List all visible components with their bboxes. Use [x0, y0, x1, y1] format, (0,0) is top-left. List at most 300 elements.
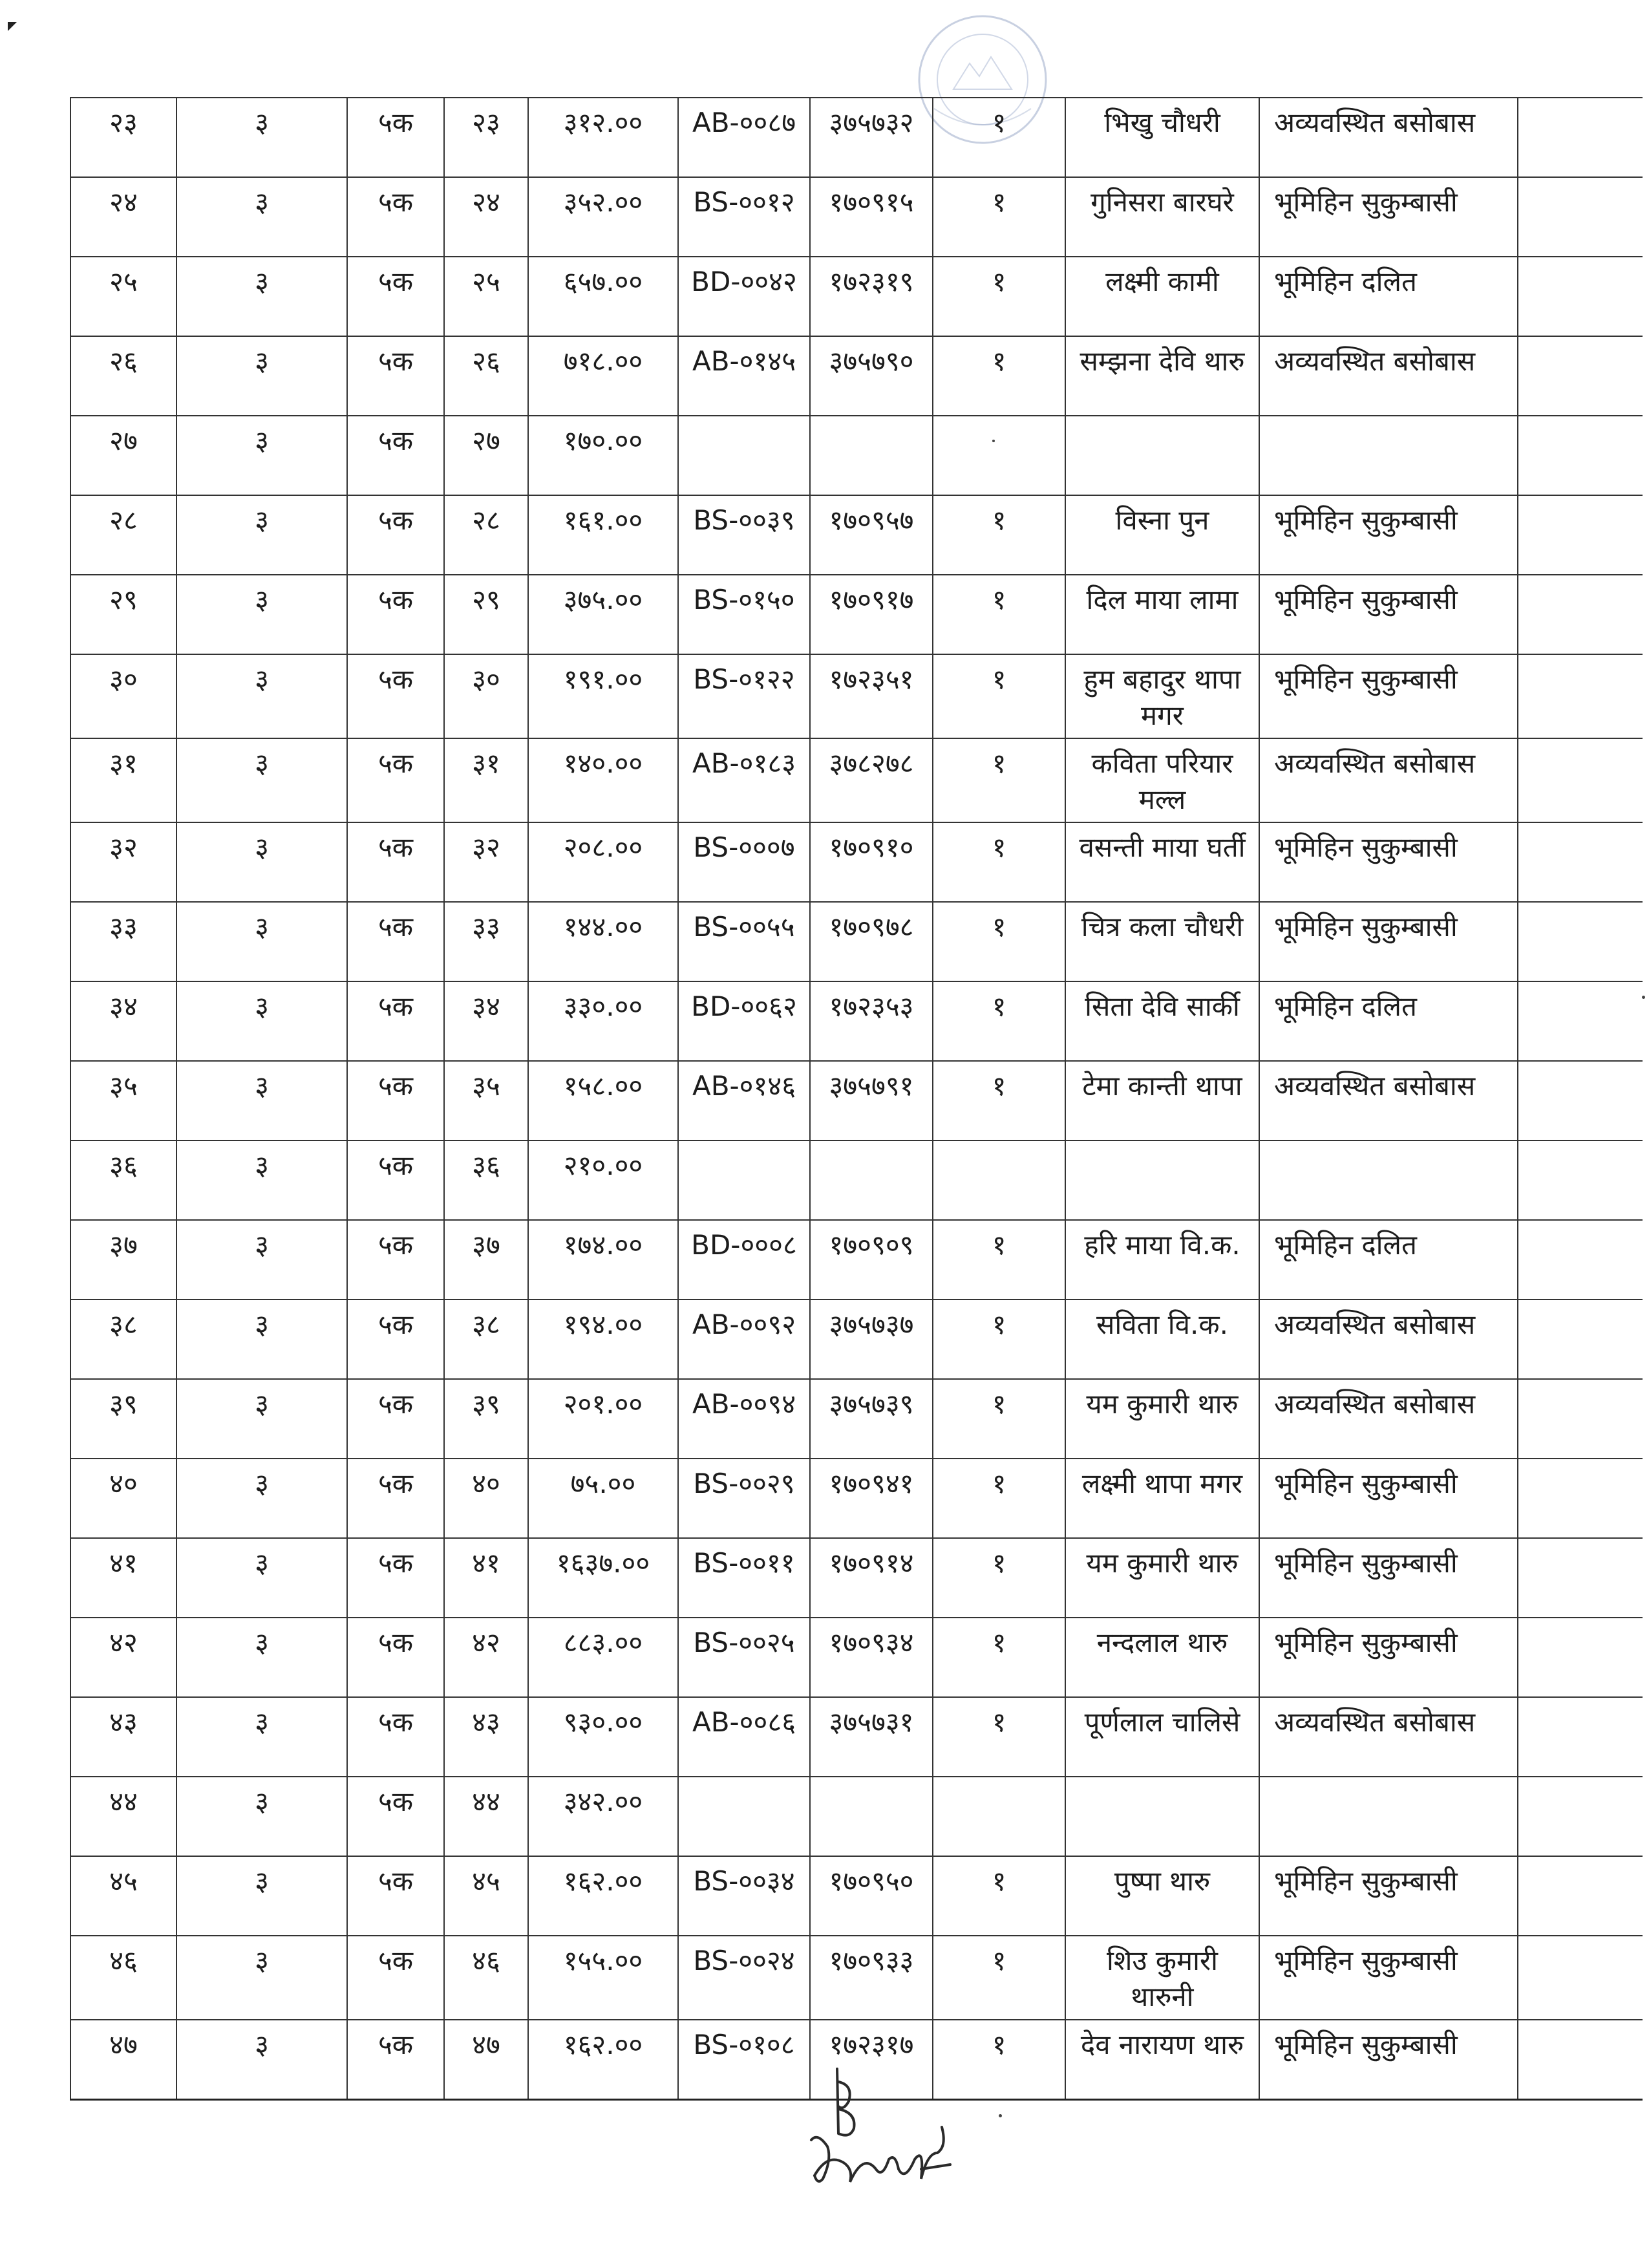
code-cell: BS-००५५: [678, 902, 810, 981]
plot-number-cell: ४०: [444, 1459, 528, 1538]
id-number-cell: [810, 416, 933, 495]
code-cell: [678, 1140, 810, 1220]
id-number-cell: ३७८२७८: [810, 738, 933, 822]
count-cell: [933, 1140, 1065, 1220]
ward-cell: ३: [176, 738, 347, 822]
ward-cell: ३: [176, 98, 347, 177]
count-cell: १: [933, 1618, 1065, 1697]
blank-cell: [1518, 336, 1643, 416]
category-cell: भूमिहिन सुकुम्बासी: [1259, 2020, 1518, 2100]
id-number-cell: ३७५७३१: [810, 1697, 933, 1777]
ward-cell: ३: [176, 177, 347, 257]
name-cell: सम्झना देवि थारु: [1065, 336, 1259, 416]
id-number-cell: [810, 1777, 933, 1856]
sheet-cell: ५क: [347, 1697, 444, 1777]
blank-cell: [1518, 1697, 1643, 1777]
corner-mark: [8, 22, 17, 31]
table-row: [70, 981, 1643, 1061]
category-cell: अव्यवस्थित बसोबास: [1259, 1379, 1518, 1459]
plot-number-cell: २७: [444, 416, 528, 495]
code-cell: BS-००२५: [678, 1618, 810, 1697]
id-number-cell: १७०९१०: [810, 822, 933, 902]
sheet-cell: ५क: [347, 1777, 444, 1856]
plot-number-cell: ४१: [444, 1538, 528, 1618]
serial-number-cell: ४५: [70, 1856, 176, 1936]
area-cell: १७४.००: [528, 1220, 678, 1300]
area-cell: ९३०.००: [528, 1697, 678, 1777]
plot-number-cell: ४२: [444, 1618, 528, 1697]
name-cell: [1065, 1140, 1259, 1220]
category-cell: अव्यवस्थित बसोबास: [1259, 98, 1518, 177]
area-cell: ३३०.००: [528, 981, 678, 1061]
area-cell: ७५.००: [528, 1459, 678, 1538]
name-cell: टेमा कान्ती थापा: [1065, 1061, 1259, 1140]
scan-speck: [999, 2114, 1002, 2117]
serial-number-cell: २५: [70, 257, 176, 336]
ward-cell: ३: [176, 575, 347, 654]
table-row: [70, 1220, 1643, 1300]
id-number-cell: ३७५७९०: [810, 336, 933, 416]
id-number-cell: १७०९५०: [810, 1856, 933, 1936]
sheet-cell: ५क: [347, 1300, 444, 1379]
code-cell: AB-००८७: [678, 98, 810, 177]
blank-cell: [1518, 495, 1643, 575]
category-cell: भूमिहिन सुकुम्बासी: [1259, 902, 1518, 981]
blank-cell: [1518, 1538, 1643, 1618]
category-cell: भूमिहिन सुकुम्बासी: [1259, 1459, 1518, 1538]
sheet-cell: ५क: [347, 1618, 444, 1697]
count-cell: [933, 416, 1065, 495]
category-cell: अव्यवस्थित बसोबास: [1259, 1697, 1518, 1777]
ward-cell: ३: [176, 1459, 347, 1538]
id-number-cell: १७०९०९: [810, 1220, 933, 1300]
sheet-cell: ५क: [347, 902, 444, 981]
plot-number-cell: २९: [444, 575, 528, 654]
id-number-cell: ३७५७३७: [810, 1300, 933, 1379]
code-cell: BS-००३४: [678, 1856, 810, 1936]
name-cell: भिखु चौधरी: [1065, 98, 1259, 177]
category-cell: भूमिहिन सुकुम्बासी: [1259, 1618, 1518, 1697]
name-cell: यम कुमारी थारु: [1065, 1379, 1259, 1459]
area-cell: २०८.००: [528, 822, 678, 902]
ward-cell: ३: [176, 1538, 347, 1618]
code-cell: BS-०००७: [678, 822, 810, 902]
code-cell: BS-००११: [678, 1538, 810, 1618]
code-cell: BS-०१५०: [678, 575, 810, 654]
sheet-cell: ५क: [347, 336, 444, 416]
area-cell: ३७५.००: [528, 575, 678, 654]
table-row: [70, 1300, 1643, 1379]
name-cell: यम कुमारी थारु: [1065, 1538, 1259, 1618]
blank-cell: [1518, 902, 1643, 981]
serial-number-cell: ३८: [70, 1300, 176, 1379]
area-cell: ७१८.००: [528, 336, 678, 416]
count-cell: १: [933, 257, 1065, 336]
category-cell: अव्यवस्थित बसोबास: [1259, 336, 1518, 416]
blank-cell: [1518, 738, 1643, 822]
category-cell: भूमिहिन सुकुम्बासी: [1259, 1538, 1518, 1618]
area-cell: ३४२.००: [528, 1777, 678, 1856]
table-row: [70, 1618, 1643, 1697]
ward-cell: ३: [176, 1936, 347, 2020]
name-cell: कविता परियार मल्ल: [1065, 738, 1259, 822]
serial-number-cell: ४६: [70, 1936, 176, 2020]
plot-number-cell: ३४: [444, 981, 528, 1061]
area-cell: १९१.००: [528, 654, 678, 738]
ward-cell: ३: [176, 2020, 347, 2100]
table-row: [70, 1061, 1643, 1140]
plot-number-cell: २६: [444, 336, 528, 416]
area-cell: १५८.००: [528, 1061, 678, 1140]
table-row: [70, 575, 1643, 654]
count-cell: [933, 1777, 1065, 1856]
ward-cell: ३: [176, 1777, 347, 1856]
serial-number-cell: ३६: [70, 1140, 176, 1220]
blank-cell: [1518, 822, 1643, 902]
ward-cell: ३: [176, 822, 347, 902]
count-cell: १: [933, 336, 1065, 416]
plot-number-cell: ३७: [444, 1220, 528, 1300]
area-cell: १६२.००: [528, 2020, 678, 2100]
category-cell: भूमिहिन सुकुम्बासी: [1259, 177, 1518, 257]
category-cell: भूमिहिन दलित: [1259, 257, 1518, 336]
sheet-cell: ५क: [347, 1856, 444, 1936]
code-cell: [678, 416, 810, 495]
ward-cell: ३: [176, 1697, 347, 1777]
sheet-cell: ५क: [347, 1140, 444, 1220]
count-cell: १: [933, 177, 1065, 257]
blank-cell: [1518, 1379, 1643, 1459]
table-row: [70, 1140, 1643, 1220]
code-cell: AB-०१४५: [678, 336, 810, 416]
id-number-cell: [810, 1140, 933, 1220]
name-cell: [1065, 1777, 1259, 1856]
serial-number-cell: २८: [70, 495, 176, 575]
id-number-cell: १७२३५१: [810, 654, 933, 738]
ward-cell: ३: [176, 902, 347, 981]
code-cell: BS-००३९: [678, 495, 810, 575]
serial-number-cell: २६: [70, 336, 176, 416]
table-row: [70, 1697, 1643, 1777]
code-cell: [678, 1777, 810, 1856]
blank-cell: [1518, 416, 1643, 495]
ward-cell: ३: [176, 981, 347, 1061]
category-cell: भूमिहिन सुकुम्बासी: [1259, 654, 1518, 738]
code-cell: AB-००९२: [678, 1300, 810, 1379]
area-cell: १७०.००: [528, 416, 678, 495]
id-number-cell: ३७५७३९: [810, 1379, 933, 1459]
category-cell: भूमिहिन सुकुम्बासी: [1259, 575, 1518, 654]
serial-number-cell: ३९: [70, 1379, 176, 1459]
serial-number-cell: ४३: [70, 1697, 176, 1777]
name-cell: नन्दलाल थारु: [1065, 1618, 1259, 1697]
plot-number-cell: ३२: [444, 822, 528, 902]
table-row: [70, 1379, 1643, 1459]
sheet-cell: ५क: [347, 1220, 444, 1300]
table-row: [70, 1777, 1643, 1856]
count-cell: १: [933, 2020, 1065, 2100]
id-number-cell: १७२३१९: [810, 257, 933, 336]
category-cell: भूमिहिन दलित: [1259, 981, 1518, 1061]
area-cell: २०१.००: [528, 1379, 678, 1459]
blank-cell: [1518, 177, 1643, 257]
blank-cell: [1518, 575, 1643, 654]
category-cell: भूमिहिन सुकुम्बासी: [1259, 1936, 1518, 2020]
id-number-cell: ३७५७९१: [810, 1061, 933, 1140]
name-cell: [1065, 416, 1259, 495]
count-cell: १: [933, 1061, 1065, 1140]
serial-number-cell: ३०: [70, 654, 176, 738]
table-body: [70, 98, 1643, 2100]
ward-cell: ३: [176, 1856, 347, 1936]
ward-cell: ३: [176, 654, 347, 738]
sheet-cell: ५क: [347, 1379, 444, 1459]
count-cell: १: [933, 98, 1065, 177]
area-cell: १६१.००: [528, 495, 678, 575]
serial-number-cell: ४२: [70, 1618, 176, 1697]
serial-number-cell: ४७: [70, 2020, 176, 2100]
plot-number-cell: ४३: [444, 1697, 528, 1777]
serial-number-cell: ३४: [70, 981, 176, 1061]
serial-number-cell: ३२: [70, 822, 176, 902]
area-cell: ६५७.००: [528, 257, 678, 336]
handwritten-signature: [792, 2056, 973, 2198]
code-cell: BD-०००८: [678, 1220, 810, 1300]
blank-cell: [1518, 981, 1643, 1061]
blank-cell: [1518, 1220, 1643, 1300]
sheet-cell: ५क: [347, 416, 444, 495]
area-cell: २१०.००: [528, 1140, 678, 1220]
name-cell: शिउ कुमारी थारुनी: [1065, 1936, 1259, 2020]
table-row: [70, 902, 1643, 981]
area-cell: १५५.००: [528, 1936, 678, 2020]
count-cell: १: [933, 654, 1065, 738]
table-row: [70, 654, 1643, 738]
serial-number-cell: ४०: [70, 1459, 176, 1538]
category-cell: भूमिहिन सुकुम्बासी: [1259, 1856, 1518, 1936]
count-cell: १: [933, 1538, 1065, 1618]
serial-number-cell: २९: [70, 575, 176, 654]
table-row: [70, 1936, 1643, 2020]
name-cell: गुनिसरा बारघरे: [1065, 177, 1259, 257]
count-cell: १: [933, 575, 1065, 654]
category-cell: [1259, 1140, 1518, 1220]
code-cell: AB-०१८३: [678, 738, 810, 822]
table-row: [70, 336, 1643, 416]
code-cell: BS-००२९: [678, 1459, 810, 1538]
blank-cell: [1518, 1777, 1643, 1856]
plot-number-cell: २३: [444, 98, 528, 177]
plot-number-cell: २८: [444, 495, 528, 575]
code-cell: BS-००१२: [678, 177, 810, 257]
name-cell: लक्ष्मी थापा मगर: [1065, 1459, 1259, 1538]
serial-number-cell: ३३: [70, 902, 176, 981]
code-cell: BD-००६२: [678, 981, 810, 1061]
id-number-cell: १७०९३३: [810, 1936, 933, 2020]
code-cell: AB-०१४६: [678, 1061, 810, 1140]
plot-number-cell: ३५: [444, 1061, 528, 1140]
allocation-table: [70, 97, 1643, 2101]
blank-cell: [1518, 1140, 1643, 1220]
area-cell: ८८३.००: [528, 1618, 678, 1697]
id-number-cell: १७०९१७: [810, 575, 933, 654]
plot-number-cell: ३३: [444, 902, 528, 981]
table-row: [70, 416, 1643, 495]
serial-number-cell: २३: [70, 98, 176, 177]
name-cell: पुष्पा थारु: [1065, 1856, 1259, 1936]
sheet-cell: ५क: [347, 981, 444, 1061]
count-cell: १: [933, 981, 1065, 1061]
id-number-cell: १७०९१५: [810, 177, 933, 257]
id-number-cell: १७०९७८: [810, 902, 933, 981]
sheet-cell: ५क: [347, 575, 444, 654]
area-cell: १४४.००: [528, 902, 678, 981]
plot-number-cell: २४: [444, 177, 528, 257]
blank-cell: [1518, 654, 1643, 738]
area-cell: १६३७.००: [528, 1538, 678, 1618]
sheet-cell: ५क: [347, 257, 444, 336]
sheet-cell: ५क: [347, 495, 444, 575]
serial-number-cell: ३१: [70, 738, 176, 822]
table-row: [70, 98, 1643, 177]
id-number-cell: १७०९५७: [810, 495, 933, 575]
plot-number-cell: ३६: [444, 1140, 528, 1220]
category-cell: भूमिहिन सुकुम्बासी: [1259, 822, 1518, 902]
plot-number-cell: ३१: [444, 738, 528, 822]
serial-number-cell: ३५: [70, 1061, 176, 1140]
ward-cell: ३: [176, 1379, 347, 1459]
ward-cell: ३: [176, 416, 347, 495]
category-cell: अव्यवस्थित बसोबास: [1259, 738, 1518, 822]
table-row: [70, 1856, 1643, 1936]
name-cell: विस्ना पुन: [1065, 495, 1259, 575]
count-cell: १: [933, 822, 1065, 902]
area-cell: ३५२.००: [528, 177, 678, 257]
category-cell: अव्यवस्थित बसोबास: [1259, 1300, 1518, 1379]
code-cell: BD-००४२: [678, 257, 810, 336]
id-number-cell: ३७५७३२: [810, 98, 933, 177]
count-cell: १: [933, 1379, 1065, 1459]
sheet-cell: ५क: [347, 177, 444, 257]
blank-cell: [1518, 1856, 1643, 1936]
blank-cell: [1518, 98, 1643, 177]
code-cell: AB-००८६: [678, 1697, 810, 1777]
id-number-cell: १७२३१७: [810, 2020, 933, 2100]
table-row: [70, 1459, 1643, 1538]
plot-number-cell: २५: [444, 257, 528, 336]
blank-cell: [1518, 1459, 1643, 1538]
ward-cell: ३: [176, 336, 347, 416]
name-cell: सिता देवि सार्की: [1065, 981, 1259, 1061]
table-row: [70, 257, 1643, 336]
count-cell: १: [933, 738, 1065, 822]
plot-number-cell: ४६: [444, 1936, 528, 2020]
ward-cell: ३: [176, 1220, 347, 1300]
blank-cell: [1518, 1618, 1643, 1697]
name-cell: हुम बहादुर थापा मगर: [1065, 654, 1259, 738]
count-cell: १: [933, 1697, 1065, 1777]
id-number-cell: १७०९३४: [810, 1618, 933, 1697]
name-cell: वसन्ती माया घर्ती: [1065, 822, 1259, 902]
area-cell: १६२.००: [528, 1856, 678, 1936]
serial-number-cell: २७: [70, 416, 176, 495]
sheet-cell: ५क: [347, 654, 444, 738]
area-cell: ३१२.००: [528, 98, 678, 177]
plot-number-cell: ४५: [444, 1856, 528, 1936]
table-row: [70, 822, 1643, 902]
category-cell: भूमिहिन सुकुम्बासी: [1259, 495, 1518, 575]
sheet-cell: ५क: [347, 1538, 444, 1618]
blank-cell: [1518, 1061, 1643, 1140]
code-cell: BS-०१०८: [678, 2020, 810, 2100]
name-cell: पूर्णलाल चालिसे: [1065, 1697, 1259, 1777]
name-cell: चित्र कला चौधरी: [1065, 902, 1259, 981]
blank-cell: [1518, 257, 1643, 336]
sheet-cell: ५क: [347, 2020, 444, 2100]
sheet-cell: ५क: [347, 1061, 444, 1140]
plot-number-cell: ३९: [444, 1379, 528, 1459]
count-cell: १: [933, 1936, 1065, 2020]
ward-cell: ३: [176, 1140, 347, 1220]
name-cell: लक्ष्मी कामी: [1065, 257, 1259, 336]
blank-cell: [1518, 1936, 1643, 2020]
serial-number-cell: ३७: [70, 1220, 176, 1300]
blank-cell: [1518, 1300, 1643, 1379]
serial-number-cell: ४४: [70, 1777, 176, 1856]
ward-cell: ३: [176, 495, 347, 575]
name-cell: हरि माया वि.क.: [1065, 1220, 1259, 1300]
area-cell: १४०.००: [528, 738, 678, 822]
count-cell: १: [933, 495, 1065, 575]
area-cell: १९४.००: [528, 1300, 678, 1379]
id-number-cell: १७२३५३: [810, 981, 933, 1061]
ward-cell: ३: [176, 257, 347, 336]
scan-speck: [1642, 996, 1645, 999]
sheet-cell: ५क: [347, 98, 444, 177]
table-row: [70, 177, 1643, 257]
ward-cell: ३: [176, 1618, 347, 1697]
plot-number-cell: ३८: [444, 1300, 528, 1379]
name-cell: सविता वि.क.: [1065, 1300, 1259, 1379]
sheet-cell: ५क: [347, 822, 444, 902]
count-cell: १: [933, 902, 1065, 981]
table-row: [70, 495, 1643, 575]
serial-number-cell: २४: [70, 177, 176, 257]
code-cell: BS-००२४: [678, 1936, 810, 2020]
id-number-cell: १७०९१४: [810, 1538, 933, 1618]
category-cell: [1259, 416, 1518, 495]
count-cell: १: [933, 1220, 1065, 1300]
table-row: [70, 738, 1643, 822]
plot-number-cell: ४४: [444, 1777, 528, 1856]
id-number-cell: १७०९४१: [810, 1459, 933, 1538]
category-cell: भूमिहिन दलित: [1259, 1220, 1518, 1300]
ward-cell: ३: [176, 1061, 347, 1140]
name-cell: देव नारायण थारु: [1065, 2020, 1259, 2100]
code-cell: BS-०१२२: [678, 654, 810, 738]
code-cell: AB-००९४: [678, 1379, 810, 1459]
name-cell: दिल माया लामा: [1065, 575, 1259, 654]
plot-number-cell: ३०: [444, 654, 528, 738]
category-cell: अव्यवस्थित बसोबास: [1259, 1061, 1518, 1140]
count-cell: १: [933, 1300, 1065, 1379]
serial-number-cell: ४१: [70, 1538, 176, 1618]
plot-number-cell: ४७: [444, 2020, 528, 2100]
sheet-cell: ५क: [347, 1459, 444, 1538]
blank-cell: [1518, 2020, 1643, 2100]
scan-speck: [992, 440, 995, 442]
ward-cell: ३: [176, 1300, 347, 1379]
